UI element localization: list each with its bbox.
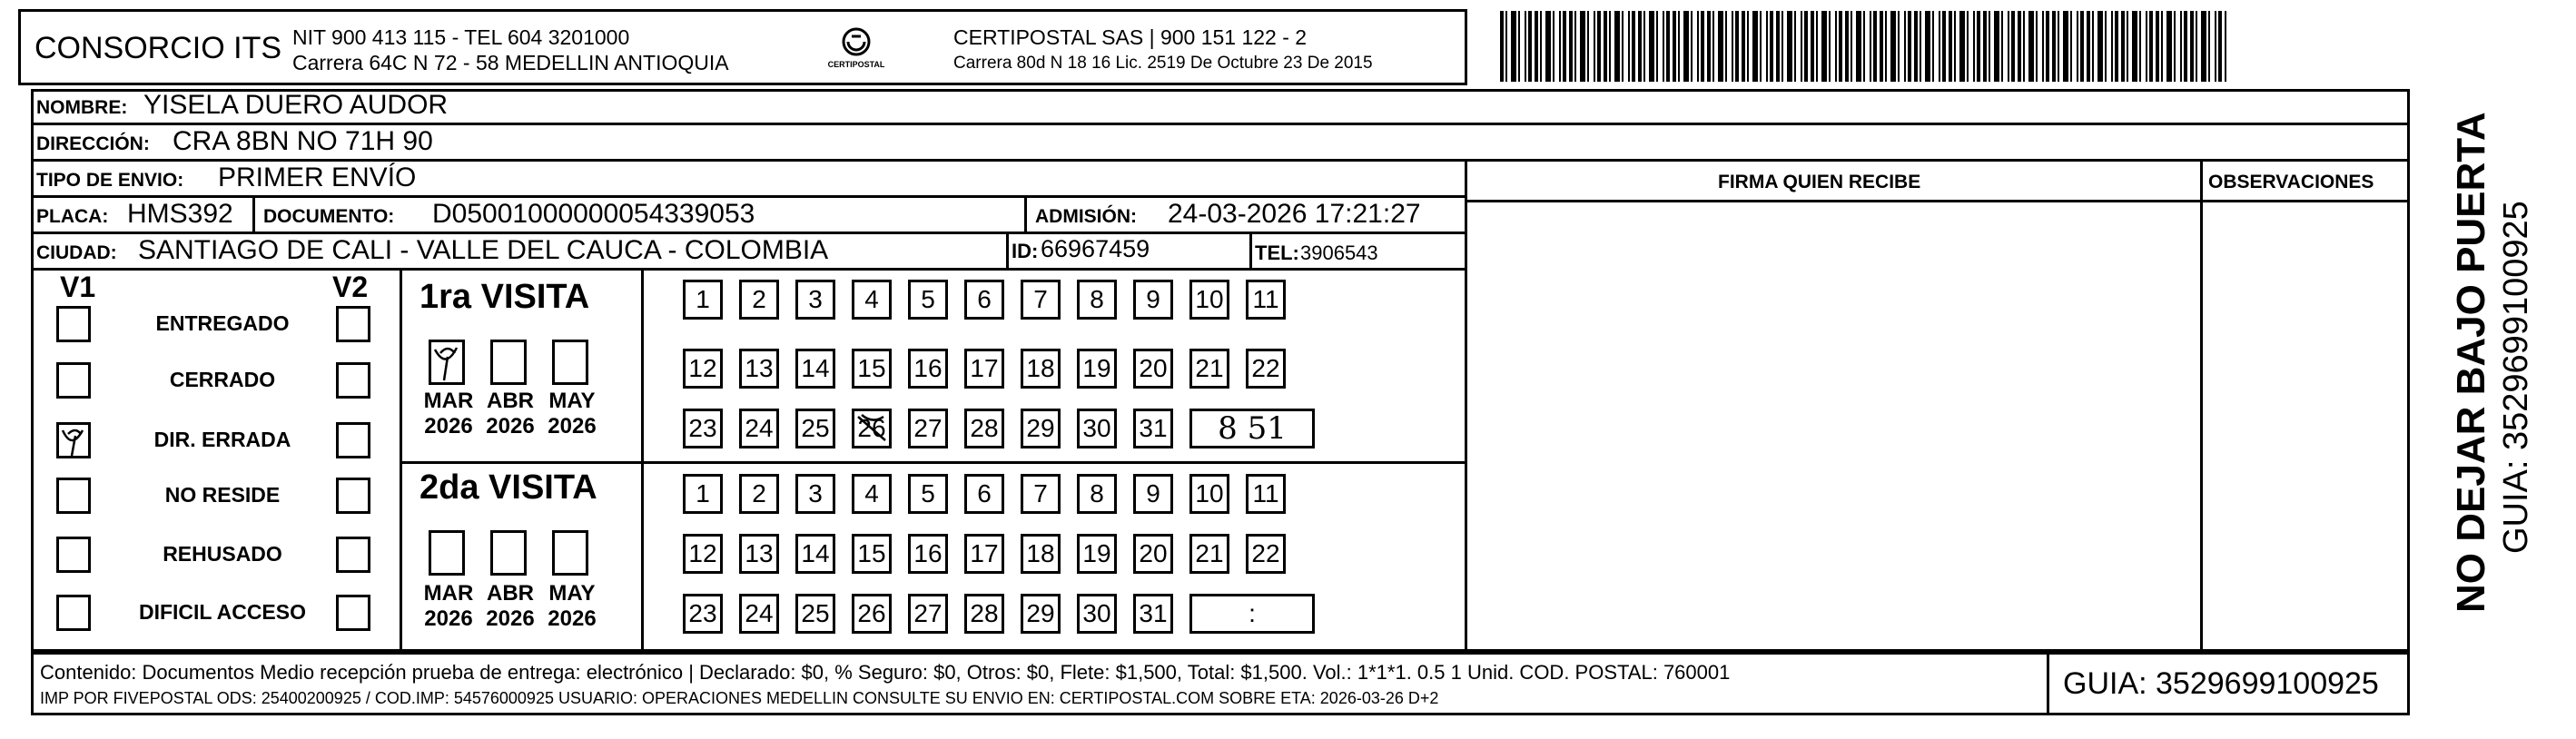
- day-box[interactable]: 27: [908, 409, 948, 448]
- month-checkbox[interactable]: [552, 340, 588, 385]
- day-box[interactable]: 28: [964, 594, 1004, 634]
- day-box[interactable]: 25: [795, 409, 835, 448]
- day-box[interactable]: 16: [908, 349, 948, 389]
- day-box[interactable]: 1: [683, 474, 723, 514]
- day-box[interactable]: 19: [1077, 534, 1117, 574]
- day-box[interactable]: 25: [795, 594, 835, 634]
- year-label: 2026: [424, 606, 473, 631]
- day-box[interactable]: 24: [739, 594, 779, 634]
- logo-text: CERTIPOSTAL: [827, 60, 885, 69]
- barcode: [1500, 11, 2226, 82]
- day-box[interactable]: 29: [1021, 409, 1061, 448]
- day-box[interactable]: 20: [1133, 534, 1173, 574]
- month-checkbox[interactable]: [490, 340, 527, 385]
- day-box[interactable]: 5: [908, 280, 948, 320]
- day-box[interactable]: 3: [795, 474, 835, 514]
- v2-checkbox[interactable]: [336, 422, 370, 458]
- v2-checkbox[interactable]: [336, 478, 370, 514]
- day-box[interactable]: 28: [964, 409, 1004, 448]
- v1-checkbox[interactable]: [56, 306, 91, 342]
- footer-guia: GUIA: 3529699100925: [2063, 666, 2379, 701]
- day-box[interactable]: 9: [1133, 280, 1173, 320]
- day-box[interactable]: 7: [1021, 474, 1061, 514]
- day-box[interactable]: 9: [1133, 474, 1173, 514]
- v1-label: V1: [60, 271, 96, 303]
- direccion-value: CRA 8BN NO 71H 90: [173, 126, 433, 156]
- month-checkbox[interactable]: [552, 530, 588, 576]
- month-checkbox[interactable]: [429, 530, 465, 576]
- day-box[interactable]: 10: [1189, 280, 1229, 320]
- day-box[interactable]: 11: [1246, 474, 1286, 514]
- ciudad-value: SANTIAGO DE CALI - VALLE DEL CAUCA - COLOMBIA: [138, 235, 829, 265]
- time-field[interactable]: :: [1189, 594, 1315, 634]
- day-box[interactable]: 12: [683, 349, 723, 389]
- day-box[interactable]: 26: [852, 409, 892, 448]
- day-box[interactable]: 18: [1021, 534, 1061, 574]
- handwritten-check-icon: [59, 425, 90, 458]
- status-label: CERRADO: [169, 368, 276, 391]
- year-label: 2026: [548, 606, 597, 631]
- footer-line2: IMP POR FIVEPOSTAL ODS: 25400200925 / COD.IMP: 54576000925 USUARIO: OPERACIONES MEDELLIN CONSULTE SU ENVIO EN: CERTIPOSTAL.COM SOBRE ETA: 2026-03-26 D+2: [40, 689, 1439, 707]
- documento-value: D05001000000054339053: [432, 199, 755, 229]
- year-label: 2026: [424, 414, 473, 438]
- id-value: 66967459: [1041, 235, 1150, 262]
- day-box[interactable]: 27: [908, 594, 948, 634]
- status-label: ENTREGADO: [155, 311, 290, 335]
- day-box[interactable]: 20: [1133, 349, 1173, 389]
- footer-line1: Contenido: Documentos Medio recepción prueba de entrega: electrónico | Declarado: $0, % Seguro: $0, Otros: $0, Flete: $1,500, Total: $1,500. Vol.: 1*1*1. 0.5 1 Unid. COD. POSTAL: 760001: [40, 661, 1731, 684]
- admision-value: 24-03-2026 17:21:27: [1168, 199, 1421, 229]
- documento-label: DOCUMENTO:: [263, 206, 395, 227]
- status-label: DIR. ERRADA: [153, 428, 291, 451]
- year-label: 2026: [486, 606, 535, 631]
- v1-checkbox[interactable]: [56, 595, 91, 631]
- day-box[interactable]: 14: [795, 349, 835, 389]
- year-label: 2026: [486, 414, 535, 438]
- day-box[interactable]: 19: [1077, 349, 1117, 389]
- v1-checkbox[interactable]: [56, 422, 91, 458]
- v2-checkbox[interactable]: [336, 306, 370, 342]
- day-box[interactable]: 16: [908, 534, 948, 574]
- firma-header: FIRMA QUIEN RECIBE: [1718, 172, 1921, 192]
- handwritten-mark-icon: [854, 411, 889, 446]
- day-box[interactable]: 22: [1246, 534, 1286, 574]
- id-label: ID:: [1012, 240, 1039, 262]
- v1-checkbox[interactable]: [56, 362, 91, 399]
- month-checkbox[interactable]: [429, 340, 465, 385]
- status-label: REHUSADO: [163, 542, 282, 566]
- month-label: ABR: [487, 581, 534, 606]
- admision-label: ADMISIÓN:: [1035, 206, 1137, 227]
- day-box[interactable]: 10: [1189, 474, 1229, 514]
- carrier-line1: CERTIPOSTAL SAS | 900 151 122 - 2: [953, 25, 1308, 49]
- day-box[interactable]: 2: [739, 474, 779, 514]
- month-label: MAY: [548, 581, 596, 606]
- month-label: MAR: [423, 581, 474, 606]
- day-box[interactable]: 2: [739, 280, 779, 320]
- v2-checkbox[interactable]: [336, 362, 370, 399]
- day-box[interactable]: 23: [683, 594, 723, 634]
- day-box[interactable]: 23: [683, 409, 723, 448]
- day-box[interactable]: 6: [964, 280, 1004, 320]
- status-label: NO RESIDE: [164, 483, 281, 507]
- company-line1: NIT 900 413 115 - TEL 604 3201000: [292, 25, 630, 49]
- handwritten-mark-icon: [431, 342, 462, 382]
- month-label: MAY: [548, 389, 596, 413]
- second-visit-title: 2da VISITA: [419, 468, 597, 507]
- nombre-value: YISELA DUERO AUDOR: [143, 90, 449, 120]
- month-label: ABR: [487, 389, 534, 413]
- side-guia: GUIA: 3529699100925: [2497, 201, 2535, 554]
- status-label: DIFICIL ACCESO: [138, 600, 306, 624]
- day-box[interactable]: 29: [1021, 594, 1061, 634]
- certipostal-logo-icon: [824, 24, 888, 78]
- day-box[interactable]: 21: [1189, 534, 1229, 574]
- day-box[interactable]: 3: [795, 280, 835, 320]
- day-box[interactable]: 18: [1021, 349, 1061, 389]
- day-box[interactable]: 8: [1077, 280, 1117, 320]
- day-box[interactable]: 26: [852, 594, 892, 634]
- day-box[interactable]: 31: [1133, 409, 1173, 448]
- v1-checkbox[interactable]: [56, 537, 91, 573]
- day-box[interactable]: 15: [852, 534, 892, 574]
- day-box[interactable]: 30: [1077, 409, 1117, 448]
- day-box[interactable]: 12: [683, 534, 723, 574]
- nombre-label: NOMBRE:: [36, 97, 128, 118]
- day-box[interactable]: 22: [1246, 349, 1286, 389]
- day-box[interactable]: 15: [852, 349, 892, 389]
- day-box[interactable]: 8: [1077, 474, 1117, 514]
- day-box[interactable]: 31: [1133, 594, 1173, 634]
- day-box[interactable]: 7: [1021, 280, 1061, 320]
- day-box[interactable]: 11: [1246, 280, 1286, 320]
- year-label: 2026: [548, 414, 597, 438]
- time-field[interactable]: 8 51: [1189, 409, 1315, 448]
- day-box[interactable]: 13: [739, 349, 779, 389]
- v2-checkbox[interactable]: [336, 595, 370, 631]
- direccion-label: DIRECCIÓN:: [36, 133, 150, 154]
- day-box[interactable]: 24: [739, 409, 779, 448]
- day-box[interactable]: 1: [683, 280, 723, 320]
- v1-checkbox[interactable]: [56, 478, 91, 514]
- tipo-label: TIPO DE ENVIO:: [36, 170, 184, 191]
- day-box[interactable]: 17: [964, 349, 1004, 389]
- ciudad-label: CIUDAD:: [36, 242, 117, 263]
- day-box[interactable]: 5: [908, 474, 948, 514]
- day-box[interactable]: 6: [964, 474, 1004, 514]
- carrier-line2: Carrera 80d N 18 16 Lic. 2519 De Octubre 23 De 2015: [953, 54, 1373, 73]
- day-box[interactable]: 17: [964, 534, 1004, 574]
- v2-label: V2: [332, 271, 369, 303]
- month-checkbox[interactable]: [490, 530, 527, 576]
- company-name: CONSORCIO ITS: [35, 31, 282, 65]
- tel-value: 3906543: [1300, 241, 1378, 264]
- first-visit-title: 1ra VISITA: [419, 278, 590, 316]
- tipo-value: PRIMER ENVÍO: [218, 163, 417, 192]
- company-line2: Carrera 64C N 72 - 58 MEDELLIN ANTIOQUIA: [292, 51, 729, 74]
- day-box[interactable]: 4: [852, 474, 892, 514]
- month-label: MAR: [423, 389, 474, 413]
- v2-checkbox[interactable]: [336, 537, 370, 573]
- side-warning: NO DEJAR BAJO PUERTA: [2449, 112, 2493, 613]
- day-box[interactable]: 4: [852, 280, 892, 320]
- day-box[interactable]: 21: [1189, 349, 1229, 389]
- placa-label: PLACA:: [36, 206, 109, 227]
- observaciones-header: OBSERVACIONES: [2208, 172, 2374, 192]
- day-box[interactable]: 30: [1077, 594, 1117, 634]
- day-box[interactable]: 13: [739, 534, 779, 574]
- day-box[interactable]: 14: [795, 534, 835, 574]
- tel-label: TEL:: [1255, 241, 1299, 264]
- placa-value: HMS392: [127, 199, 233, 229]
